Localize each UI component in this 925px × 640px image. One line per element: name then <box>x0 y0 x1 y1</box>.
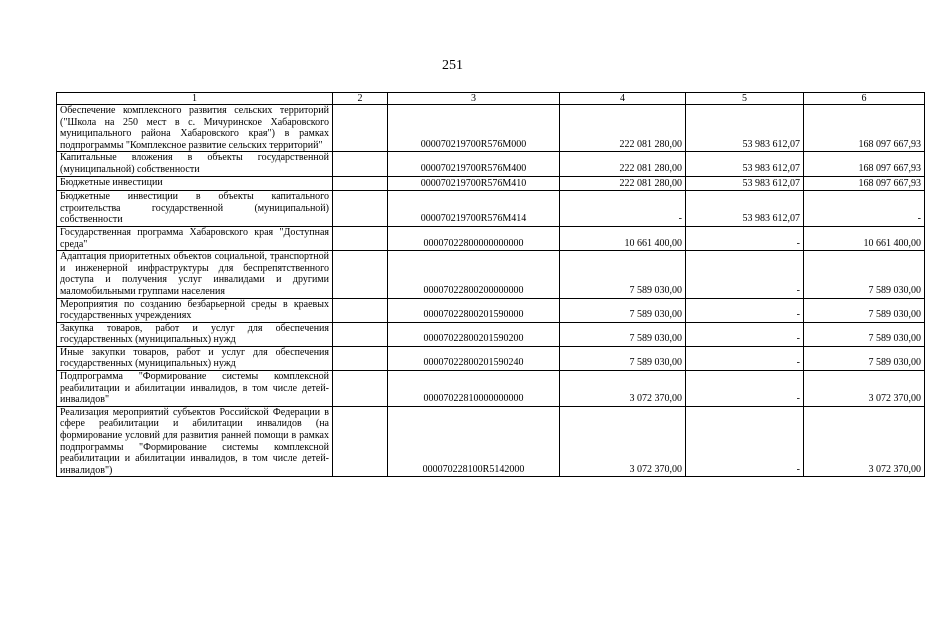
row-column-2 <box>333 105 388 152</box>
row-amount-5: - <box>686 346 804 370</box>
row-amount-6: 7 589 030,00 <box>804 251 925 298</box>
row-amount-4: - <box>560 191 686 227</box>
table-row <box>57 371 925 407</box>
row-name: Бюджетные инвестиции в объекты капитального строительства государственной (муниципальной) собственности <box>57 191 333 227</box>
row-column-2 <box>333 346 388 370</box>
row-name: Капитальные вложения в объекты государственной (муниципальной) собственности <box>57 152 333 176</box>
table-row <box>57 176 925 191</box>
row-amount-6: 3 072 370,00 <box>804 371 925 407</box>
row-column-2 <box>333 152 388 176</box>
column-header: 3 <box>388 93 560 105</box>
row-code: 00007022800201590240 <box>388 346 560 370</box>
page-number: 251 <box>442 58 463 73</box>
row-amount-6: - <box>804 191 925 227</box>
row-name: Подпрограмма "Формирование системы комплексной реабилитации и абилитации инвалидов, в том числе детей-инвалидов" <box>57 371 333 407</box>
row-code: 00007022800201590200 <box>388 322 560 346</box>
row-column-2 <box>333 298 388 322</box>
table-row <box>57 251 925 298</box>
budget-table <box>56 92 925 477</box>
row-amount-5: - <box>686 322 804 346</box>
row-column-2 <box>333 191 388 227</box>
row-amount-6: 7 589 030,00 <box>804 298 925 322</box>
table-row <box>57 226 925 250</box>
row-amount-6: 168 097 667,93 <box>804 105 925 152</box>
table-row <box>57 191 925 227</box>
row-amount-4: 7 589 030,00 <box>560 251 686 298</box>
row-code: 00007022800201590000 <box>388 298 560 322</box>
table-row <box>57 406 925 477</box>
row-amount-6: 3 072 370,00 <box>804 406 925 477</box>
row-code: 000070228100R5142000 <box>388 406 560 477</box>
header-row <box>57 93 925 105</box>
row-amount-5: - <box>686 226 804 250</box>
row-amount-5: 53 983 612,07 <box>686 191 804 227</box>
row-name: Мероприятия по созданию безбарьерной среды в краевых государственных учреждениях <box>57 298 333 322</box>
row-column-2 <box>333 226 388 250</box>
row-amount-5: - <box>686 406 804 477</box>
row-amount-5: 53 983 612,07 <box>686 152 804 176</box>
row-amount-6: 7 589 030,00 <box>804 322 925 346</box>
row-column-2 <box>333 371 388 407</box>
row-name: Адаптация приоритетных объектов социальной, транспортной и инженерной инфраструктуры для беспрепятственного доступа и получения услуг инвалидами и другими маломобильными группами населения <box>57 251 333 298</box>
table-row <box>57 298 925 322</box>
row-amount-4: 7 589 030,00 <box>560 298 686 322</box>
row-code: 00007022800000000000 <box>388 226 560 250</box>
row-code: 00007022800200000000 <box>388 251 560 298</box>
row-amount-6: 168 097 667,93 <box>804 152 925 176</box>
row-column-2 <box>333 251 388 298</box>
row-amount-6: 168 097 667,93 <box>804 176 925 191</box>
column-header: 2 <box>333 93 388 105</box>
column-header: 1 <box>57 93 333 105</box>
row-name: Иные закупки товаров, работ и услуг для обеспечения государственных (муниципальных) нужд <box>57 346 333 370</box>
row-amount-4: 3 072 370,00 <box>560 406 686 477</box>
row-code: 000070219700R576M000 <box>388 105 560 152</box>
row-name: Государственная программа Хабаровского края "Доступная среда" <box>57 226 333 250</box>
table-row <box>57 322 925 346</box>
table-row <box>57 105 925 152</box>
row-amount-5: - <box>686 251 804 298</box>
row-amount-4: 10 661 400,00 <box>560 226 686 250</box>
row-amount-6: 7 589 030,00 <box>804 346 925 370</box>
row-amount-4: 222 081 280,00 <box>560 176 686 191</box>
row-code: 00007022810000000000 <box>388 371 560 407</box>
row-amount-4: 7 589 030,00 <box>560 322 686 346</box>
row-code: 000070219700R576M410 <box>388 176 560 191</box>
table-row <box>57 346 925 370</box>
row-column-2 <box>333 176 388 191</box>
row-amount-4: 3 072 370,00 <box>560 371 686 407</box>
row-name: Закупка товаров, работ и услуг для обеспечения государственных (муниципальных) нужд <box>57 322 333 346</box>
row-name: Бюджетные инвестиции <box>57 176 333 191</box>
row-amount-5: 53 983 612,07 <box>686 105 804 152</box>
row-amount-4: 222 081 280,00 <box>560 105 686 152</box>
row-amount-4: 7 589 030,00 <box>560 346 686 370</box>
row-name: Реализация мероприятий субъектов Российской Федерации в сфере реабилитации и абилитации инвалидов (на формирование условий для развития ранней помощи в рамках подпрограммы "Формирование системы комплексной реабилитации и абилитации инвалидов, в том числе детей-инвалидов") <box>57 406 333 477</box>
row-amount-5: 53 983 612,07 <box>686 176 804 191</box>
row-amount-5: - <box>686 298 804 322</box>
row-code: 000070219700R576M414 <box>388 191 560 227</box>
column-header: 6 <box>804 93 925 105</box>
row-name: Обеспечение комплексного развития сельских территорий ("Школа на 250 мест в с. Мичуринское Хабаровского муниципального района Хабаровского края") в рамках подпрограммы "Комплексное развитие сельских территорий" <box>57 105 333 152</box>
column-header: 4 <box>560 93 686 105</box>
row-amount-5: - <box>686 371 804 407</box>
row-code: 000070219700R576M400 <box>388 152 560 176</box>
row-column-2 <box>333 406 388 477</box>
column-header: 5 <box>686 93 804 105</box>
table-row <box>57 152 925 176</box>
row-column-2 <box>333 322 388 346</box>
row-amount-4: 222 081 280,00 <box>560 152 686 176</box>
row-amount-6: 10 661 400,00 <box>804 226 925 250</box>
